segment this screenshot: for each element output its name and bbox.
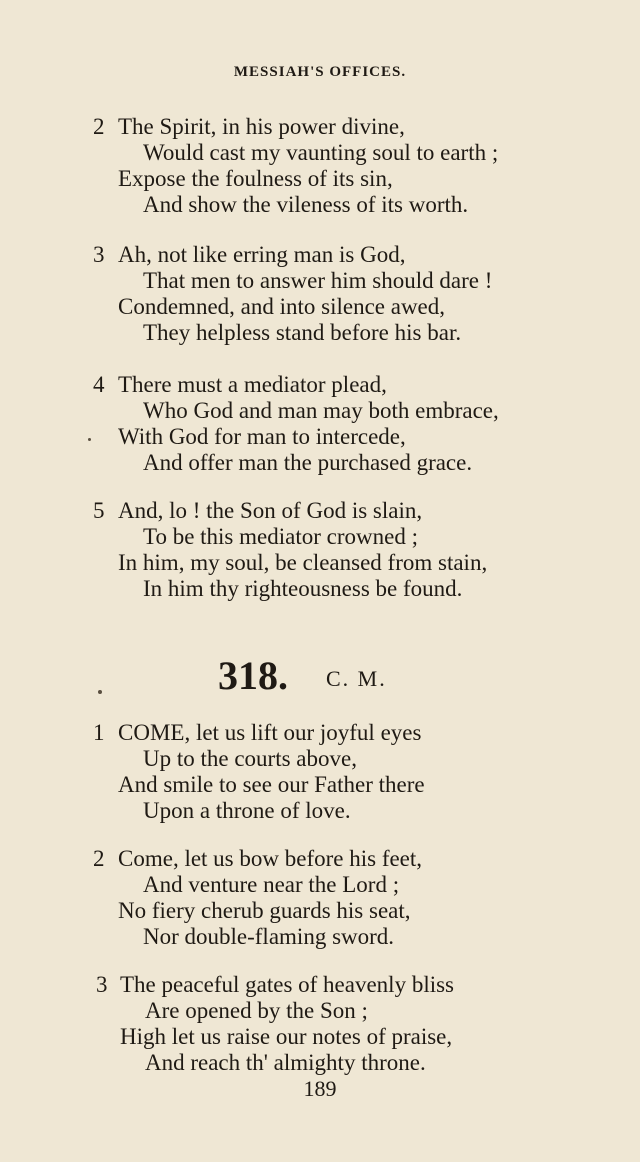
stanza-line: Condemned, and into silence awed, xyxy=(118,294,446,319)
stanza-number: 3 xyxy=(96,972,108,997)
hymn-number: 318. xyxy=(218,653,288,698)
stanza-line: And, lo ! the Son of God is slain, xyxy=(118,498,423,523)
stanza-line: The Spirit, in his power divine, xyxy=(118,114,405,139)
stanza-line: The peaceful gates of heavenly bliss xyxy=(120,972,455,997)
stanza-line: Up to the courts above, xyxy=(143,746,357,771)
hymn-meter: C. M. xyxy=(326,666,387,691)
stanza-line: And smile to see our Father there xyxy=(118,772,425,797)
stanza-line: Upon a throne of love. xyxy=(143,798,351,823)
stanza-line: They helpless stand before his bar. xyxy=(143,320,462,345)
stanza-line: With God for man to intercede, xyxy=(118,424,406,449)
stanza-line: In him thy righteousness be found. xyxy=(143,576,463,601)
stanza-number: 3 xyxy=(93,242,105,267)
stanza-line: Are opened by the Son ; xyxy=(145,998,368,1023)
stanza-line: COME, let us lift our joyful eyes xyxy=(118,720,422,745)
stanza-line: No fiery cherub guards his seat, xyxy=(118,898,411,923)
stanza-line: Who God and man may both embrace, xyxy=(143,398,499,423)
stanza-number: 2 xyxy=(93,846,105,871)
stanza-number: 4 xyxy=(93,372,105,397)
running-head: MESSIAH'S OFFICES. xyxy=(233,64,407,80)
stanza-line: And show the vileness of its worth. xyxy=(143,192,469,217)
stanza-number: 1 xyxy=(93,720,105,745)
stanza-number: 5 xyxy=(93,498,105,523)
stanza-line: And offer man the purchased grace. xyxy=(143,450,473,475)
stanza-line: High let us raise our notes of praise, xyxy=(120,1024,453,1049)
stanza-line: Ah, not like erring man is God, xyxy=(118,242,406,267)
stanza-line: There must a mediator plead, xyxy=(118,372,387,397)
stanza-line: Come, let us bow before his feet, xyxy=(118,846,423,871)
stanza-line: Nor double-flaming sword. xyxy=(143,924,395,949)
stanza-line: To be this mediator crowned ; xyxy=(143,524,418,549)
stanza-line: Expose the foulness of its sin, xyxy=(118,166,393,191)
page-number: 189 xyxy=(303,1076,337,1101)
stanza-line: That men to answer him should dare ! xyxy=(143,268,493,293)
stanza-line: Would cast my vaunting soul to earth ; xyxy=(143,140,499,165)
stanza-number: 2 xyxy=(93,114,105,139)
stanza-line: And reach th' almighty throne. xyxy=(145,1050,426,1075)
stanza-line: And venture near the Lord ; xyxy=(143,872,400,897)
print-speck xyxy=(88,438,91,441)
stanza-line: In him, my soul, be cleansed from stain, xyxy=(118,550,488,575)
print-speck xyxy=(98,690,102,694)
